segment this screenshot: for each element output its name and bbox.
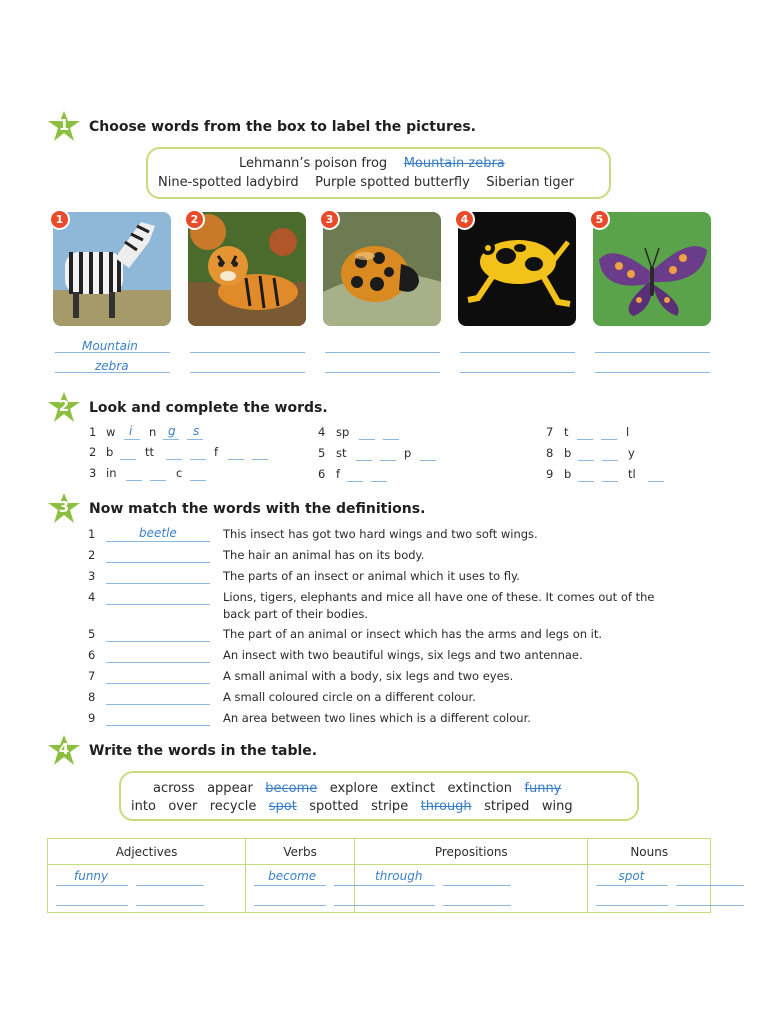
letter-blank[interactable] [126,480,142,481]
section-1-badge [47,110,81,144]
answer-line[interactable] [106,604,210,605]
item-number: 1 [89,425,97,439]
section-number: 2 [58,397,70,415]
definition-number: 2 [88,548,96,562]
definition-text: An insect with two beautiful wings, six legs and two antennae. [223,648,583,662]
ladybird-photo [323,212,441,326]
word-option: Purple spotted butterfly [315,175,470,190]
word-option: across [153,781,195,796]
answer-line[interactable] [106,704,210,705]
definition-number: 5 [88,627,96,641]
letter-blank[interactable] [648,481,664,482]
letter-blank[interactable] [124,439,140,440]
answer-line[interactable] [443,885,511,886]
answer-line[interactable] [325,372,440,373]
item-number: 5 [318,446,326,460]
item-number: 2 [89,445,97,459]
picture-number: 1 [49,209,70,230]
given-letter: b [564,467,572,481]
letter-blank[interactable] [420,460,436,461]
answer-line[interactable] [55,352,170,353]
word-box-4-line-1 [153,781,561,796]
section-3-heading: Now match the words with the definitions. [89,501,426,517]
answer-text: beetle [139,526,177,540]
given-letter: n [149,425,157,439]
item-number: 4 [318,425,326,439]
word-option: spotted [309,799,359,814]
nouns-cell[interactable] [588,865,711,913]
given-letter: w [106,425,116,439]
answer-line[interactable] [363,905,435,906]
word-option: extinction [447,781,512,796]
word-option: appear [207,781,253,796]
answer-line[interactable] [136,905,204,906]
zebra-photo [53,212,171,326]
word-option: recycle [209,799,257,814]
prepositions-cell[interactable] [355,865,588,913]
word-option-crossed: funny [524,781,562,796]
letter-blank[interactable] [359,439,375,440]
answer-line[interactable] [460,352,575,353]
answer-text: become [268,869,317,883]
answer-line[interactable] [106,641,210,642]
given-letter: l [626,425,630,439]
definition-number: 3 [88,569,96,583]
tiger-photo [188,212,306,326]
letter-blank[interactable] [578,481,594,482]
definition-number: 7 [88,669,96,683]
given-letter: in [106,466,117,480]
definition-text: This insect has got two hard wings and two soft wings. [223,527,538,541]
section-2-heading: Look and complete the words. [89,400,328,416]
item-number: 6 [318,467,326,481]
filled-letter: i [129,424,133,438]
definition-number: 8 [88,690,96,704]
column-header-verbs: Verbs [246,839,355,865]
word-option-crossed: become [265,781,318,796]
definition-text: The part of an animal or insect which has the arms and legs on it. [223,627,603,641]
section-1-heading: Choose words from the box to label the pictures. [89,119,476,135]
definition-number: 1 [88,527,96,541]
picture-number: 2 [184,209,205,230]
definition-text: The hair an animal has on its body. [223,548,425,562]
word-option: wing [541,799,573,814]
answer-line[interactable] [596,885,668,886]
answer-line[interactable] [460,372,575,373]
given-letter: st [336,446,347,460]
section-number: 3 [58,498,70,516]
letter-blank[interactable] [577,439,593,440]
section-number: 4 [58,740,70,758]
definition-number: 4 [88,590,96,604]
letter-blank[interactable] [187,439,203,440]
answer-line[interactable] [596,905,668,906]
section-number: 1 [58,116,70,134]
picture-number: 4 [454,209,475,230]
poison-frog-photo [458,212,576,326]
word-option: explore [329,781,379,796]
word-option: Siberian tiger [486,175,575,190]
letter-blank[interactable] [356,460,372,461]
word-box-1-line-1 [239,156,505,171]
answer-line[interactable] [55,372,170,373]
letter-blank[interactable] [190,480,206,481]
word-option-crossed: through [420,799,472,814]
given-letter: p [404,446,412,460]
answer-line[interactable] [443,905,511,906]
letter-blank[interactable] [347,481,363,482]
picture-number: 3 [319,209,340,230]
letter-blank[interactable] [163,439,179,440]
section-2-badge [47,391,81,425]
answer-line[interactable] [106,562,210,563]
answer-line[interactable] [56,905,128,906]
answer-line[interactable] [363,885,435,886]
word-option: stripe [371,799,409,814]
word-option: Nine-spotted ladybird [158,175,299,190]
answer-line[interactable] [106,725,210,726]
word-option: Lehmann’s poison frog [239,156,388,171]
answer-text: through [375,869,423,883]
answer-line[interactable] [106,683,210,684]
definition-text: A small coloured circle on a different colour. [223,690,476,704]
given-letter: b [564,446,572,460]
answer-text: zebra [95,359,129,373]
adjectives-cell[interactable] [48,865,246,913]
filled-letter: s [193,424,200,438]
letter-blank[interactable] [601,439,617,440]
letter-blank[interactable] [371,481,387,482]
letter-blank[interactable] [252,459,268,460]
section-3-badge [47,492,81,526]
answer-line[interactable] [595,372,710,373]
answer-line[interactable] [325,352,440,353]
word-box-1 [146,147,611,199]
verbs-cell[interactable] [246,865,355,913]
letter-blank[interactable] [228,459,244,460]
answer-line[interactable] [254,885,326,886]
item-number: 8 [546,446,554,460]
answer-text: spot [618,869,645,883]
answer-line[interactable] [676,885,744,886]
given-letter: sp [336,425,350,439]
letter-blank[interactable] [602,481,618,482]
column-header-nouns: Nouns [588,839,711,865]
word-option: extinct [390,781,436,796]
definition-text: An area between two lines which is a different colour. [223,711,531,725]
answer-line[interactable] [136,885,204,886]
filled-letter: g [168,424,176,438]
given-letter: tl [628,467,636,481]
letter-blank[interactable] [383,439,399,440]
item-number: 9 [546,467,554,481]
definition-text: A small animal with a body, six legs and two eyes. [223,669,514,683]
given-letter: y [628,446,635,460]
answer-line[interactable] [190,372,305,373]
definition-text: Lions, tigers, elephants and mice all have one of these. It comes out of the back part of their bodies. [223,590,655,621]
answer-line[interactable] [676,905,744,906]
word-option: into [131,799,156,814]
picture-number: 5 [589,209,610,230]
letter-blank[interactable] [120,459,136,460]
word-option: striped [484,799,530,814]
definition-text: The parts of an insect or animal which it uses to fly. [223,569,520,583]
given-letter: b [106,445,114,459]
letter-blank[interactable] [578,460,594,461]
answer-line[interactable] [190,352,305,353]
answer-line[interactable] [56,885,128,886]
word-box-4-line-2 [131,799,573,814]
answer-text: Mountain [82,339,138,353]
given-letter: tt [145,445,155,459]
answer-text: funny [74,869,109,883]
word-option-crossed: spot [268,799,297,814]
given-letter: c [176,466,183,480]
column-header-adjectives: Adjectives [48,839,246,865]
answer-line[interactable] [254,905,326,906]
word-option-crossed: Mountain zebra [403,156,505,171]
section-4-heading: Write the words in the table. [89,743,318,759]
letter-blank[interactable] [380,460,396,461]
given-letter: f [336,467,341,481]
column-header-prepositions: Prepositions [355,839,588,865]
section-4-badge [47,734,81,768]
answer-line[interactable] [106,541,210,542]
answer-line[interactable] [106,583,210,584]
letter-blank[interactable] [150,480,166,481]
definition-number: 9 [88,711,96,725]
butterfly-photo [593,212,711,326]
answer-line[interactable] [595,352,710,353]
letter-blank[interactable] [190,459,206,460]
answer-line[interactable] [106,662,210,663]
word-table [47,838,711,913]
word-box-1-line-2 [158,175,574,190]
letter-blank[interactable] [166,459,182,460]
definition-number: 6 [88,648,96,662]
item-number: 3 [89,466,97,480]
item-number: 7 [546,425,554,439]
letter-blank[interactable] [602,460,618,461]
given-letter: f [214,445,219,459]
given-letter: t [564,425,569,439]
word-option: over [168,799,198,814]
